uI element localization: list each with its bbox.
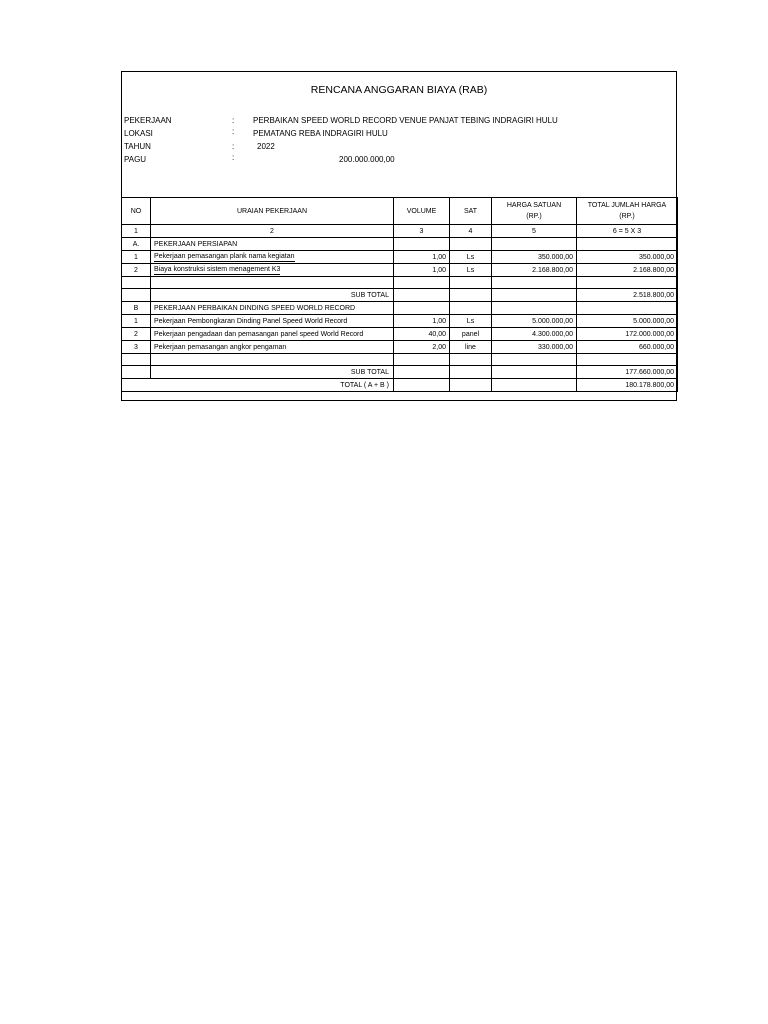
header-uraian: URAIAN PEKERJAAN [151, 198, 394, 225]
grand-total-value: 180.178.800,00 [577, 379, 678, 392]
item-total: 660.000,00 [577, 341, 678, 354]
item-sat: line [450, 341, 492, 354]
index-cell: 2 [151, 225, 394, 238]
empty-cell [394, 238, 450, 251]
item-volume: 1,00 [394, 264, 450, 277]
subtotal-row [122, 289, 678, 302]
subtotal-label: SUB TOTAL [151, 289, 394, 302]
empty-cell [394, 366, 450, 379]
empty-cell [492, 379, 577, 392]
item-sat: Ls [450, 251, 492, 264]
empty-cell [394, 277, 450, 289]
item-uraian: Pekerjaan pemasangan angkor pengaman [151, 341, 394, 354]
empty-cell [577, 277, 678, 289]
header-harga-line1: HARGA SATUAN [506, 202, 562, 209]
empty-cell [122, 354, 151, 366]
item-uraian [151, 251, 394, 264]
item-volume: 1,00 [394, 251, 450, 264]
index-cell: 6 = 5 X 3 [577, 225, 678, 238]
info-colon: : [232, 142, 235, 151]
subtotal-value: 2.518.800,00 [577, 289, 678, 302]
item-total: 2.168.800,00 [577, 264, 678, 277]
header-harga-line2: (RP.) [526, 213, 542, 220]
item-harga: 5.000.000,00 [492, 315, 577, 328]
header-sat: SAT [450, 198, 492, 225]
item-total: 172.000.000,00 [577, 328, 678, 341]
empty-cell [450, 302, 492, 315]
empty-cell [492, 238, 577, 251]
item-total: 5.000.000,00 [577, 315, 678, 328]
empty-cell [151, 277, 394, 289]
section-code: A. [122, 238, 151, 251]
info-value: PEMATANG REBA INDRAGIRI HULU [253, 129, 388, 138]
spacer-row [122, 277, 678, 289]
empty-cell [450, 379, 492, 392]
info-colon: : [232, 116, 235, 125]
empty-cell [122, 366, 151, 379]
index-cell: 3 [394, 225, 450, 238]
info-label: PAGU [124, 155, 147, 164]
item-uraian [151, 264, 394, 277]
section-name: PEKERJAAN PERBAIKAN DINDING SPEED WORLD RECORD [151, 302, 394, 315]
table-row [122, 328, 678, 341]
item-harga: 350.000,00 [492, 251, 577, 264]
grand-total-label: TOTAL ( A + B ) [122, 379, 394, 392]
index-cell: 5 [492, 225, 577, 238]
empty-cell [492, 366, 577, 379]
table-row [122, 315, 678, 328]
subtotal-value: 177.660.000,00 [577, 366, 678, 379]
item-uraian-text: Pekerjaan pemasangan plank nama kegiatan [154, 252, 295, 260]
info-label: TAHUN [124, 142, 151, 151]
empty-cell [492, 289, 577, 302]
empty-cell [394, 354, 450, 366]
info-row-lokasi [122, 129, 676, 141]
table-header-row [122, 198, 678, 225]
empty-cell [577, 302, 678, 315]
item-total: 350.000,00 [577, 251, 678, 264]
info-value: 2022 [257, 142, 275, 151]
empty-cell [122, 277, 151, 289]
item-no: 1 [122, 315, 151, 328]
section-code: B [122, 302, 151, 315]
table-row [122, 251, 678, 264]
item-volume: 40,00 [394, 328, 450, 341]
item-harga: 2.168.800,00 [492, 264, 577, 277]
empty-cell [394, 302, 450, 315]
item-sat: panel [450, 328, 492, 341]
item-uraian: Pekerjaan pengadaan dan pemasangan panel speed World Record [151, 328, 394, 341]
empty-cell [577, 238, 678, 251]
info-value: 200.000.000,00 [339, 155, 395, 164]
info-colon: : [232, 127, 235, 136]
subtotal-label: SUB TOTAL [151, 366, 394, 379]
item-no: 1 [122, 251, 151, 264]
rab-table [121, 197, 678, 392]
document-title: RENCANA ANGGARAN BIAYA (RAB) [310, 84, 488, 96]
header-volume: VOLUME [394, 198, 450, 225]
info-label: LOKASI [124, 129, 153, 138]
empty-cell [492, 302, 577, 315]
empty-cell [450, 277, 492, 289]
empty-cell [450, 354, 492, 366]
section-name: PEKERJAAN PERSIAPAN [151, 238, 394, 251]
item-sat: Ls [450, 315, 492, 328]
empty-cell [450, 366, 492, 379]
empty-cell [450, 238, 492, 251]
info-colon: : [232, 153, 235, 162]
rab-sheet [121, 71, 677, 401]
index-cell: 1 [122, 225, 151, 238]
grand-total-row [122, 379, 678, 392]
header-total-line2: (RP.) [619, 213, 635, 220]
item-no: 2 [122, 264, 151, 277]
info-value: PERBAIKAN SPEED WORLD RECORD VENUE PANJAT TEBING INDRAGIRI HULU [253, 116, 558, 125]
item-uraian: Pekerjaan Pembongkaran Dinding Panel Speed World Record [151, 315, 394, 328]
empty-cell [577, 354, 678, 366]
empty-cell [450, 289, 492, 302]
item-volume: 1,00 [394, 315, 450, 328]
table-row [122, 264, 678, 277]
empty-cell [394, 289, 450, 302]
section-header-row [122, 302, 678, 315]
info-row-pekerjaan [122, 116, 676, 128]
item-harga: 330.000,00 [492, 341, 577, 354]
header-no: NO [122, 198, 151, 225]
index-cell: 4 [450, 225, 492, 238]
item-uraian-text: Biaya konstruksi sistem menagement K3 [154, 265, 281, 273]
header-total-jumlah [577, 198, 678, 225]
item-no: 2 [122, 328, 151, 341]
info-row-pagu [122, 155, 676, 167]
item-sat: Ls [450, 264, 492, 277]
section-header-row [122, 238, 678, 251]
info-row-tahun [122, 142, 676, 154]
empty-cell [492, 354, 577, 366]
empty-cell [151, 354, 394, 366]
item-no: 3 [122, 341, 151, 354]
table-row [122, 341, 678, 354]
empty-cell [394, 379, 450, 392]
item-harga: 4.300.000,00 [492, 328, 577, 341]
empty-cell [122, 289, 151, 302]
info-label: PEKERJAAN [124, 116, 172, 125]
spacer-row [122, 354, 678, 366]
index-row [122, 225, 678, 238]
header-harga-satuan [492, 198, 577, 225]
item-volume: 2,00 [394, 341, 450, 354]
empty-cell [492, 277, 577, 289]
header-total-line1: TOTAL JUMLAH HARGA [587, 202, 667, 209]
subtotal-row [122, 366, 678, 379]
